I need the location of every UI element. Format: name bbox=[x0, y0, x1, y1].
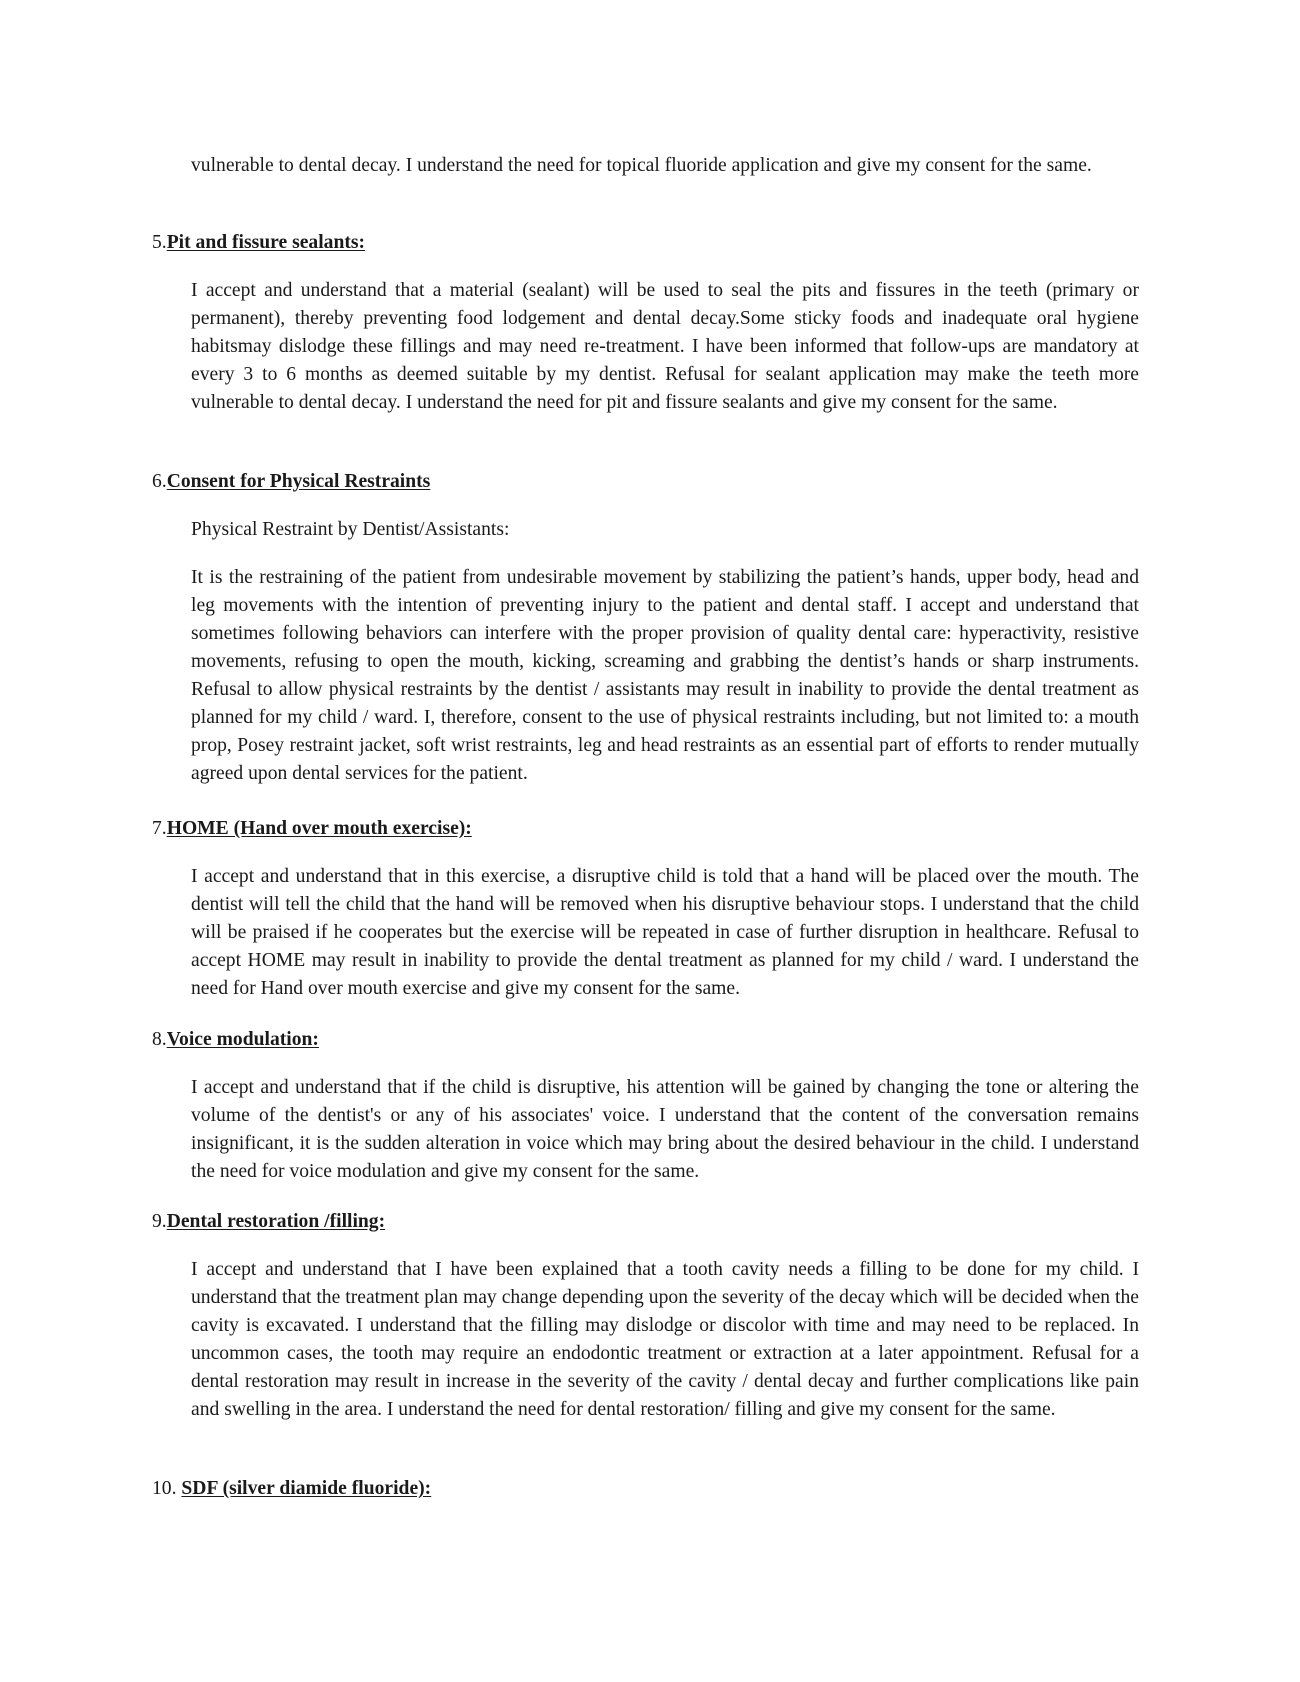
section-title: Pit and fissure sealants: bbox=[166, 232, 366, 253]
section-title: Voice modulation: bbox=[166, 1029, 319, 1050]
section-number: 7. bbox=[152, 818, 167, 839]
section-7-paragraph: I accept and understand that in this exercise, a disruptive child is told that a hand will be placed over the mouth. The dentist will tell the child that the hand will be removed when his disruptive behaviour stops. I understand that the child will be praised if he cooperates but the exercise will be repeated in case of further disruption in healthcare. Refusal to accept HOME may result in inability to provide the dental treatment as planned for my child / ward. I understand the need for Hand over mouth exercise and give my consent for the same. bbox=[191, 866, 1139, 999]
section-6-subheading: Physical Restraint by Dentist/Assistants: bbox=[191, 519, 510, 540]
section-number: 6. bbox=[152, 471, 167, 492]
section-number: 8. bbox=[152, 1029, 167, 1050]
section-number: 9. bbox=[152, 1211, 167, 1232]
section-title: HOME (Hand over mouth exercise): bbox=[166, 818, 472, 839]
section-number: 5. bbox=[152, 232, 167, 253]
section-6-paragraph: It is the restraining of the patient from undesirable movement by stabilizing the patient’s hands, upper body, head and leg movements with the intention of preventing injury to the patient and dental staff. I accept and understand that sometimes following behaviors can interfere with the proper provision of quality dental care: hyperactivity, resistive movements, refusing to open the mouth, kicking, screaming and grabbing the dentist’s hands or sharp instruments. Refusal to allow physical restraints by the dentist / assistants may result in inability to provide the dental treatment as planned for my child / ward. I, therefore, consent to the use of physical restraints including, but not limited to: a mouth prop, Posey restraint jacket, soft wrist restraints, leg and head restraints as an essential part of efforts to render mutually agreed upon dental services for the patient. bbox=[191, 567, 1139, 784]
section-9-paragraph: I accept and understand that I have been explained that a tooth cavity needs a filling to be done for my child. I understand that the treatment plan may change depending upon the severity of the decay which will be decided when the cavity is excavated. I understand that the filling may dislodge or discolor with time and may need to be replaced. In uncommon cases, the tooth may require an endodontic treatment or extraction at a later appointment. Refusal for a dental restoration may result in increase in the severity of the cavity / dental decay and further complications like pain and swelling in the area. I understand the need for dental restoration/ filling and give my consent for the same. bbox=[191, 1259, 1139, 1420]
section-7-heading bbox=[152, 815, 472, 843]
section-title: Dental restoration /filling: bbox=[166, 1211, 386, 1232]
section-5-heading bbox=[152, 229, 365, 257]
section-title: Consent for Physical Restraints bbox=[166, 471, 431, 492]
section-8-paragraph: I accept and understand that if the child is disruptive, his attention will be gained by changing the tone or altering the volume of the dentist's or any of his associates' voice. I understand that the content of the conversation remains insignificant, it is the sudden alteration in voice which may bring about the desired behaviour in the child. I understand the need for voice modulation and give my consent for the same. bbox=[191, 1077, 1139, 1182]
section-9-heading bbox=[152, 1208, 385, 1236]
section-8-heading bbox=[152, 1026, 319, 1054]
section-6-heading bbox=[152, 468, 430, 496]
section-5-paragraph: I accept and understand that a material (sealant) will be used to seal the pits and fissures in the teeth (primary or permanent), thereby preventing food lodgement and dental decay.Some sticky foods and inadequate oral hygiene habitsmay dislodge these fillings and may need re-treatment. I have been informed that follow-ups are mandatory at every 3 to 6 months as deemed suitable by my dentist. Refusal for sealant application may make the teeth more vulnerable to dental decay. I understand the need for pit and fissure sealants and give my consent for the same. bbox=[191, 280, 1139, 413]
section-title: SDF (silver diamide fluoride): bbox=[181, 1478, 432, 1499]
intro-paragraph: vulnerable to dental decay. I understand the need for topical fluoride application and give my consent for the same. bbox=[191, 155, 1092, 176]
section-10-heading bbox=[152, 1475, 431, 1503]
section-number: 10. bbox=[152, 1478, 182, 1499]
